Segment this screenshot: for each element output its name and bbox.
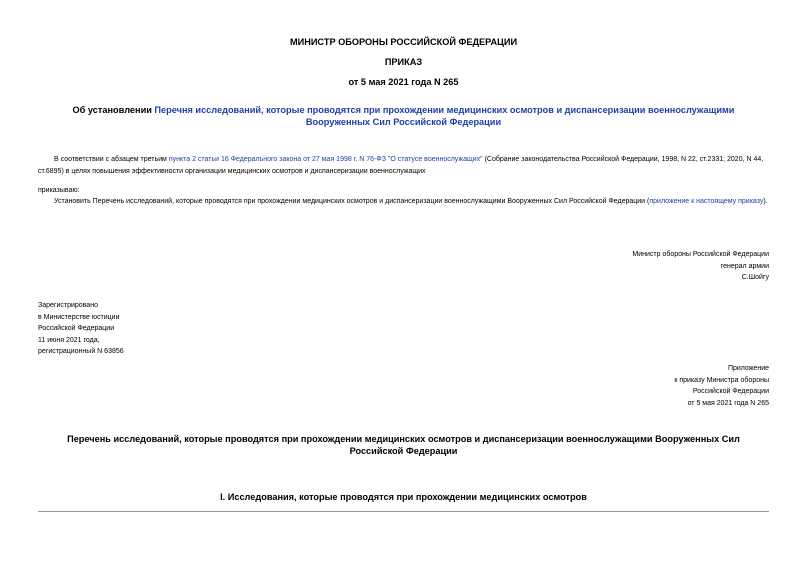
preamble-law-link[interactable]: пункта 2 статьи 16 Федерального закона от 27 мая 1998 г. N 76-ФЗ "О статусе военнослужащих" [168, 156, 483, 163]
order-appendix-link[interactable]: приложение к настоящему приказу [649, 198, 764, 205]
preamble-text-before: В соответствии с абзацем третьим [54, 156, 169, 163]
registration-block [38, 300, 124, 358]
order-text-before: Установить Перечень исследований, которые проводятся при прохождении медицинских осмотров и диспансеризации военнослужащими Вооруженных Сил Российской Федерации ( [54, 198, 650, 205]
signature-rank: генерал армии [720, 262, 769, 270]
doc-date-number: от 5 мая 2021 года N 265 [348, 77, 459, 87]
order-text-after: ). [763, 198, 768, 205]
minister-heading: МИНИСТР ОБОРОНЫ РОССИЙСКОЙ ФЕДЕРАЦИИ [289, 37, 518, 47]
list-title: Перечень исследований, которые проводятся при прохождении медицинских осмотров и диспансеризации военнослужащими Вооруженных Сил Российской Федерации [67, 434, 740, 456]
appendix-line-3: Российской Федерации [692, 388, 769, 395]
order-paragraph [38, 196, 769, 208]
registration-date: 11 июня 2021 года, [38, 336, 100, 344]
preamble-text-after: (Собрание законодательства Российской Федерации, 1998, N 22, ст.2331; 2020, N 44, ст.6895) в целях повышения эффективности организации медицинских осмотров и диспансеризации военнослужащих [38, 156, 764, 175]
signature-block [632, 249, 769, 284]
preamble-paragraph [38, 154, 769, 177]
signature-name: С.Шойгу [741, 274, 769, 281]
appendix-label: Приложение [727, 365, 769, 372]
registration-line-2: в Министерстве юстиции [38, 313, 120, 321]
registration-line-3: Российской Федерации [38, 325, 115, 332]
appendix-date: от 5 мая 2021 года N 265 [687, 399, 769, 407]
signature-position: Министр обороны Российской Федерации [632, 251, 769, 258]
document-title-prefix: Об установлении [72, 105, 155, 115]
appendix-line-2: к приказу Министра обороны [674, 376, 769, 384]
section-divider [38, 511, 769, 512]
registration-line-1: Зарегистрировано [38, 302, 98, 309]
order-word: приказываю: [38, 187, 80, 194]
section-title: I. Исследования, которые проводятся при прохождении медицинских осмотров [220, 492, 587, 502]
appendix-block [674, 363, 769, 409]
document-title [40, 104, 767, 128]
registration-number: регистрационный N 63856 [38, 348, 124, 355]
document-title-link[interactable]: Перечня исследований, которые проводятся при прохождении медицинских осмотров и диспансеризации военнослужащими Вооруженных Сил Российской Федерации [154, 105, 735, 127]
doc-type-heading: ПРИКАЗ [384, 57, 423, 67]
